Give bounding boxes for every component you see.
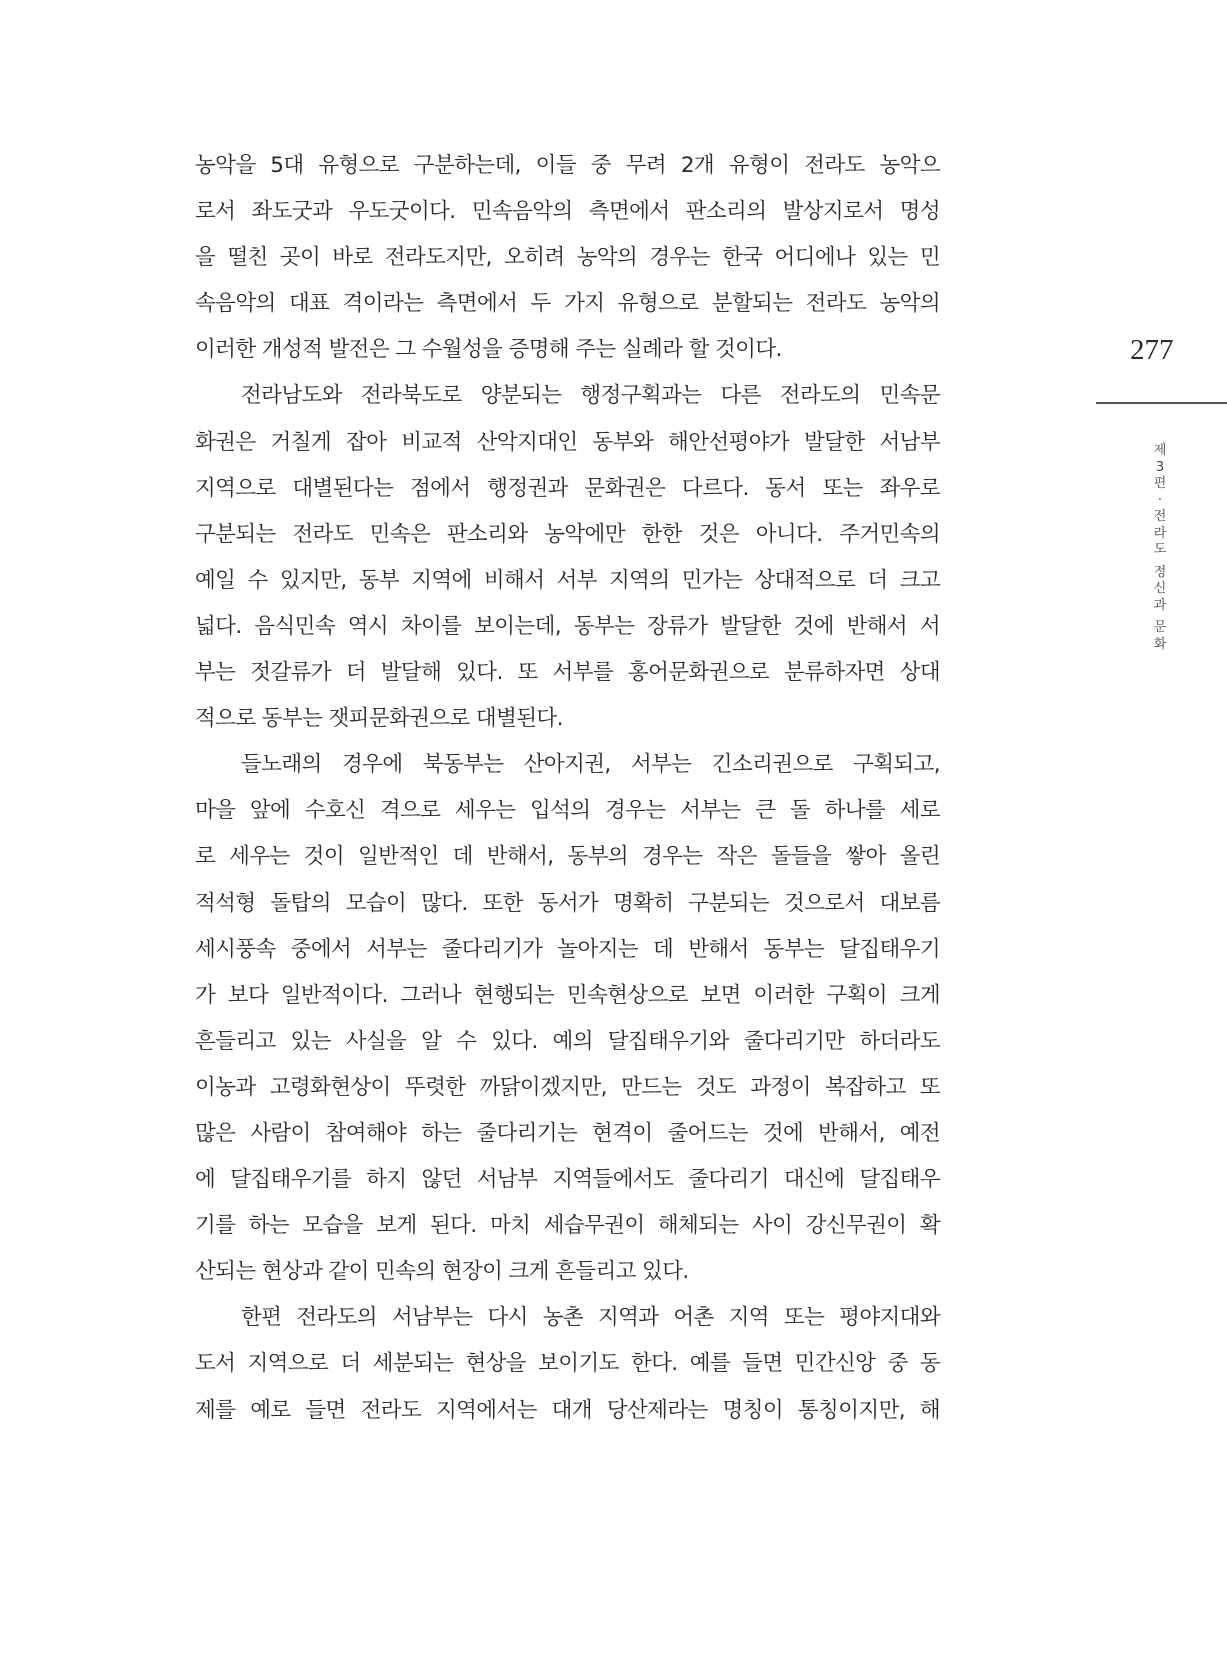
section-title-char: 문 xyxy=(1153,620,1167,635)
text-line: 속음악의 대표 격이라는 측면에서 두 가지 유형으로 분할되는 전라도 농악의 xyxy=(195,291,940,317)
text-line: 세시풍속 중에서 서부는 줄다리기가 놀아지는 데 반해서 동부는 달집태우기 xyxy=(195,936,940,962)
text-line: 이농과 고령화현상이 뚜렷한 까닭이겠지만, 만드는 것도 과정이 복잡하고 또 xyxy=(195,1074,940,1100)
text-line: 산되는 현상과 같이 민속의 현장이 크게 흔들리고 있다. xyxy=(195,1259,689,1285)
text-line: 마을 앞에 수호신 격으로 세우는 입석의 경우는 서부는 큰 돌 하나를 세로 xyxy=(195,798,940,824)
text-line: 예일 수 있지만, 동부 지역에 비해서 서부 지역의 민가는 상대적으로 더 크고 xyxy=(195,567,940,593)
text-line: 에 달집태우기를 하지 않던 서남부 지역들에서도 줄다리기 대신에 달집태우 xyxy=(195,1167,940,1193)
section-title-char: 전 xyxy=(1153,509,1167,524)
text-line: 한편 전라도의 서남부는 다시 농촌 지역과 어촌 지역 또는 평야지대와 xyxy=(241,1305,940,1331)
text-line: 적으로 동부는 잿피문화권으로 대별된다. xyxy=(195,706,563,732)
text-line: 농악을 5대 유형으로 구분하는데, 이들 중 무려 2개 유형이 전라도 농악으 xyxy=(195,153,940,178)
text-line: 흔들리고 있는 사실을 알 수 있다. 예의 달집태우기와 줄다리기만 하더라도 xyxy=(195,1028,940,1054)
section-title-char: 3 xyxy=(1155,459,1165,475)
section-title-char: 화 xyxy=(1153,636,1167,652)
text-line: 을 떨친 곳이 바로 전라도지만, 오히려 농악의 경우는 한국 어디에나 있는 민 xyxy=(195,245,940,271)
text-line: 기를 하는 모습을 보게 된다. 마치 세습무권이 해체되는 사이 강신무권이 확 xyxy=(195,1213,940,1239)
text-line: 넓다. 음식민속 역시 차이를 보이는데, 동부는 장류가 발달한 것에 반해서 서 xyxy=(195,613,940,639)
section-title-char: 라 xyxy=(1153,525,1167,541)
page-number: 277 xyxy=(1130,334,1174,366)
header-rule xyxy=(1096,402,1227,404)
text-line: 많은 사람이 참여해야 하는 줄다리기는 현격이 줄어드는 것에 반해서, 예전 xyxy=(195,1120,940,1146)
text-line: 구분되는 전라도 민속은 판소리와 농악에만 한한 것은 아니다. 주거민속의 xyxy=(195,521,940,547)
section-title-vertical xyxy=(1150,443,1170,653)
section-title-char: 제 xyxy=(1153,443,1167,458)
section-title-char: · xyxy=(1157,492,1163,508)
text-line: 적석형 돌탑의 모습이 많다. 또한 동서가 명확히 구분되는 것으로서 대보름 xyxy=(195,890,940,916)
text-line: 전라남도와 전라북도로 양분되는 행정구획과는 다른 전라도의 민속문 xyxy=(241,383,940,409)
section-title-char: 정 xyxy=(1153,564,1167,580)
text-line: 이러한 개성적 발전은 그 수월성을 증명해 주는 실례라 할 것이다. xyxy=(195,337,782,363)
section-title-char: 신 xyxy=(1153,581,1167,596)
text-line: 부는 젓갈류가 더 발달해 있다. 또 서부를 홍어문화권으로 분류하자면 상대 xyxy=(195,660,940,686)
text-line: 로 세우는 것이 일반적인 데 반해서, 동부의 경우는 작은 돌들을 쌓아 올린 xyxy=(195,844,940,870)
section-title-char: 편 xyxy=(1153,476,1167,491)
text-line: 지역으로 대별된다는 점에서 행정권과 문화권은 다르다. 동서 또는 좌우로 xyxy=(195,475,940,501)
body-text xyxy=(195,143,940,1434)
text-line: 화권은 거칠게 잡아 비교적 산악지대인 동부와 해안선평야가 발달한 서남부 xyxy=(195,429,940,455)
section-title-char: 도 xyxy=(1153,542,1167,557)
text-line: 가 보다 일반적이다. 그러나 현행되는 민속현상으로 보면 이러한 구획이 크게 xyxy=(195,982,940,1008)
text-line: 도서 지역으로 더 세분되는 현상을 보이기도 한다. 예를 들면 민간신앙 중 동 xyxy=(195,1351,940,1377)
section-title-char: 과 xyxy=(1153,597,1167,613)
text-line: 제를 예로 들면 전라도 지역에서는 대개 당산제라는 명칭이 통칭이지만, 해 xyxy=(195,1397,940,1423)
text-line: 로서 좌도굿과 우도굿이다. 민속음악의 측면에서 판소리의 발상지로서 명성 xyxy=(195,199,940,225)
text-line: 들노래의 경우에 북동부는 산아지권, 서부는 긴소리권으로 구획되고, xyxy=(241,752,940,778)
